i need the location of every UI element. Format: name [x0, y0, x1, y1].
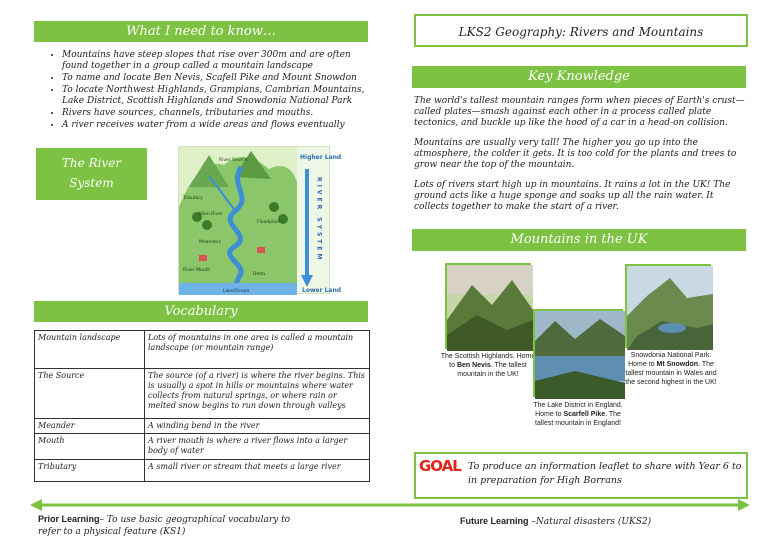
vocab-term: Mountain landscape	[35, 331, 145, 369]
list-item: • Rivers have sources, channels, tributaries and mouths.	[62, 108, 374, 119]
mountains-uk-title: Mountains in the UK	[510, 232, 648, 247]
mountain-name: Ben Nevis	[456, 362, 491, 369]
goal-box	[414, 452, 748, 499]
key-knowledge-paragraph: The world's tallest mountain ranges form when pieces of Earth's crust—called plates—smash against each other in a process called plate tectonics, and buckle up like the hood of a car in a head-on collision.	[414, 96, 745, 128]
river-system-title-line2: System	[69, 176, 114, 190]
diagram-label: Floodplain	[257, 220, 281, 225]
table-row	[35, 419, 370, 434]
diagram-label: Tributary	[183, 196, 203, 201]
list-item: • Mountains have steep slopes that rise over 300m and are often found together in a group called a mountain landscape	[62, 50, 374, 72]
table-row	[35, 460, 370, 482]
higher-land-label: Higher Land	[300, 154, 342, 161]
diagram-label: Meanders	[199, 240, 222, 245]
diagram-label: River Mouth	[183, 268, 211, 273]
photo-scottish-highlands	[445, 263, 531, 349]
learning-arrow	[30, 497, 750, 513]
vocab-term: Tributary	[35, 460, 145, 482]
future-learning	[460, 515, 740, 528]
vocab-term: The Source	[35, 369, 145, 419]
photo-snowdonia	[625, 264, 711, 348]
list-item: • To locate Northwest Highlands, Grampians, Cambrian Mountains, Lake District, Scottish Highlands and Snowdonia National Park	[62, 85, 374, 107]
photo-lake-district	[533, 309, 623, 397]
need-to-know-list	[34, 50, 374, 132]
vocab-definition: A winding bend in the river	[145, 419, 370, 434]
river-system-box	[36, 148, 147, 200]
table-row	[35, 331, 370, 369]
river-system-vertical-label: RIVER SYSTEM	[315, 177, 323, 263]
list-item: • A river receives water from a wide areas and flows eventually	[62, 120, 374, 131]
need-to-know-banner	[34, 21, 368, 42]
diagram-label: River Source	[219, 158, 248, 163]
key-knowledge-text	[414, 96, 748, 222]
river-system-diagram	[178, 146, 342, 294]
future-learning-text: –Natural disasters (UKS2)	[528, 517, 652, 527]
key-knowledge-paragraph: Mountains are usually very tall! The higher you go up into the atmosphere, the colder it gets. It is too cold for the plants and trees to grow near the top of the mountain.	[414, 138, 737, 170]
prior-learning-label: Prior Learning	[38, 514, 100, 524]
mountain-name: Scarfell Pike	[563, 411, 606, 418]
page-title-box	[414, 14, 748, 47]
river-system-title-line1: The River	[61, 156, 122, 170]
need-to-know-title: What I need to know…	[126, 24, 276, 39]
diagram-label: Delta	[253, 272, 266, 277]
page-title: LKS2 Geography: Rivers and Mountains	[458, 25, 704, 39]
diagram-label: Main River	[199, 212, 223, 217]
lower-land-label: Lower Land	[302, 287, 342, 294]
vocabulary-title: Vocabulary	[164, 304, 238, 319]
future-learning-label: Future Learning	[460, 516, 529, 526]
vocab-definition: A small river or stream that meets a large river	[145, 460, 370, 482]
vocabulary-banner	[34, 301, 368, 322]
vocab-definition: The source (of a river) is where the river begins. This is usually a spot in hills or mountains where water collects from natural springs, or where rain or melted snow begins to run down through valleys	[145, 369, 370, 419]
photo-caption: Snowdonia National Park. Home to Mt Snowdon. The tallest mountain in Wales and the second highest in the UK!	[625, 352, 717, 386]
goal-logo: GOAL	[419, 457, 461, 475]
photo-caption: The Lake District in England. Home to Scarfell Pike. The tallest mountain in England!	[533, 402, 623, 427]
mountains-uk-banner	[412, 229, 746, 251]
prior-learning	[38, 513, 298, 538]
vocab-definition: Lots of mountains in one area is called a mountain landscape (or mountain range)	[145, 331, 370, 369]
diagram-label: Lake/Ocean	[223, 289, 250, 294]
vocabulary-table	[34, 330, 370, 482]
key-knowledge-banner	[412, 66, 746, 88]
prior-learning-text: – To use basic geographical vocabulary to refer to a physical feature (KS1)	[38, 515, 291, 537]
mountain-name: Mt Snowdon	[656, 361, 699, 368]
key-knowledge-title: Key Knowledge	[528, 69, 630, 84]
table-row	[35, 369, 370, 419]
key-knowledge-paragraph: Lots of rivers start high up in mountains. It rains a lot in the UK! The ground acts like a huge sponge and soaks up all the rain water. It collects together to make the start of a river.	[414, 180, 731, 212]
vocab-term: Meander	[35, 419, 145, 434]
photo-caption: The Scottish Highlands. Home to Ben Nevis. The tallest mountain in the UK!	[440, 353, 536, 378]
vocab-definition: A river mouth is where a river flows into a larger body of water	[145, 434, 370, 460]
river-diagram-svg	[179, 147, 342, 295]
table-row	[35, 434, 370, 460]
goal-text: To produce an information leaflet to share with Year 6 to in preparation for High Borrans	[468, 461, 742, 486]
vocab-term: Mouth	[35, 434, 145, 460]
list-item: • To name and locate Ben Nevis, Scafell Pike and Mount Snowdon	[62, 73, 374, 84]
